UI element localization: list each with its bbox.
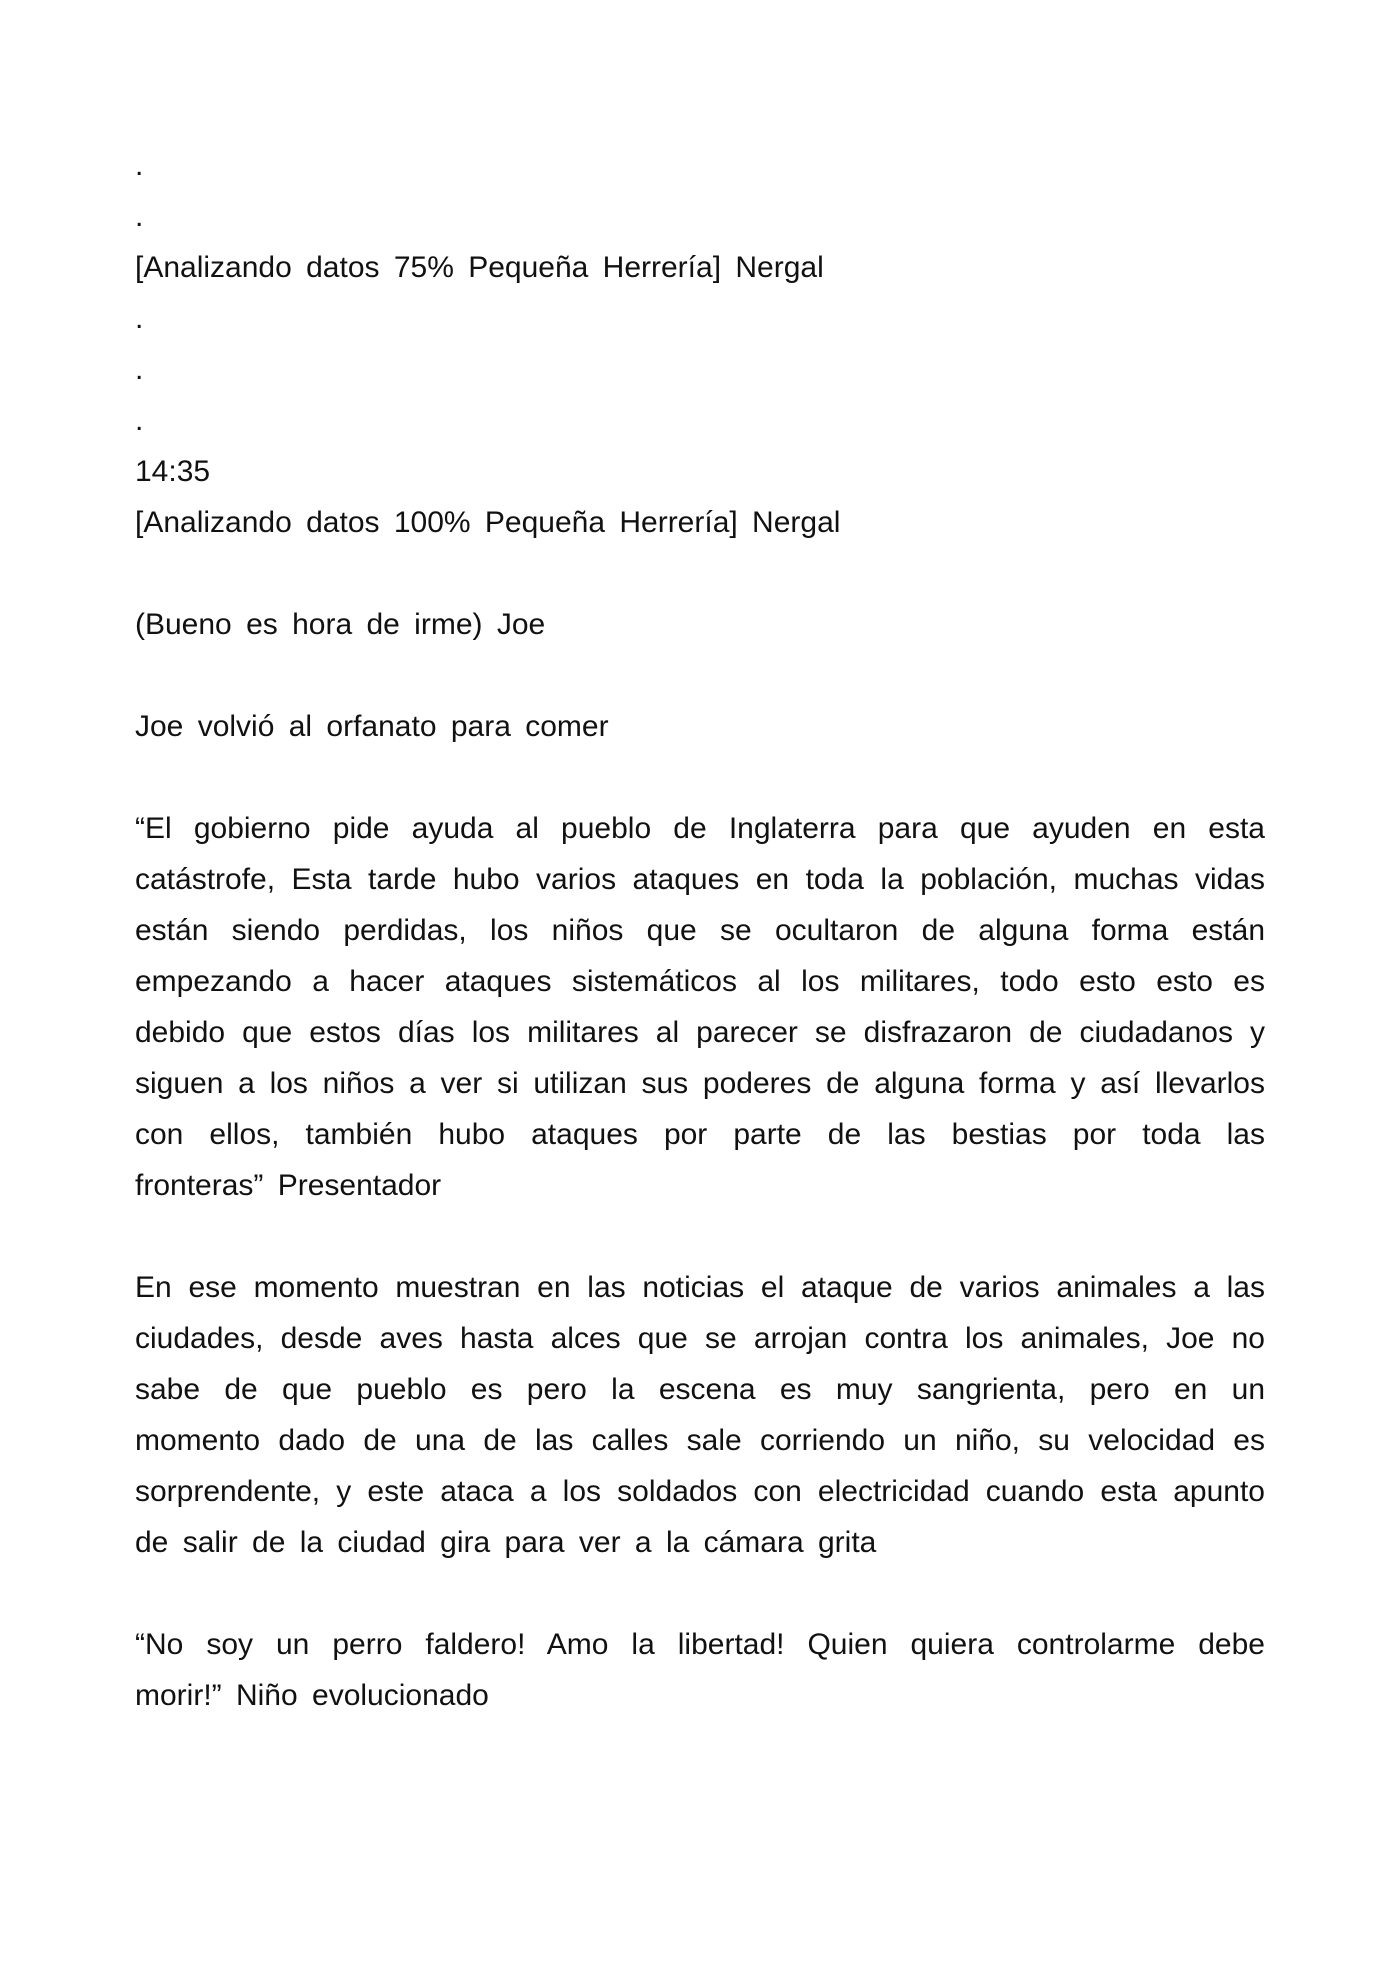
paragraph-gap — [135, 650, 1265, 701]
dot-separator: . — [135, 404, 144, 437]
document-body — [135, 140, 1265, 1721]
dot-separator: . — [135, 200, 144, 233]
paragraph-gap — [135, 1211, 1265, 1262]
child-quote: “No soy un perro faldero! Amo la libertad! Quien quiera controlarme debe morir!” Niño evolucionado — [135, 1628, 1265, 1712]
timestamp: 14:35 — [135, 455, 211, 488]
presenter-quote: “El gobierno pide ayuda al pueblo de Inglaterra para que ayuden en esta catástrofe, Esta tarde hubo varios ataques en toda la población, muchas vidas están siendo perdidas, los niños que se ocultaron de alguna forma están empezando a hacer ataques sistemáticos al los militares, todo esto esto es debido que estos días los militares al parecer se disfrazaron de ciudadanos y siguen a los niños a ver si utilizan sus poderes de alguna forma y así llevarlos con ellos, también hubo ataques por parte de las bestias por toda las fronteras” Presentador — [135, 812, 1265, 1202]
status-line-100: [Analizando datos 100% Pequeña Herrería] Nergal — [135, 506, 841, 539]
paragraph-gap — [135, 1568, 1265, 1619]
joe-return-line: Joe volvió al orfanato para comer — [135, 710, 609, 743]
joe-thought: (Bueno es hora de irme) Joe — [135, 608, 546, 641]
dot-separator: . — [135, 302, 144, 335]
news-paragraph: En ese momento muestran en las noticias el ataque de varios animales a las ciudades, desde aves hasta alces que se arrojan contra los animales, Joe no sabe de que pueblo es pero la escena es muy sangrienta, pero en un momento dado de una de las calles sale corriendo un niño, su velocidad es sorprendente, y este ataca a los soldados con electricidad cuando esta apunto de salir de la ciudad gira para ver a la cámara grita — [135, 1271, 1265, 1559]
dot-separator: . — [135, 353, 144, 386]
dot-separator: . — [135, 149, 144, 182]
paragraph-gap — [135, 752, 1265, 803]
status-line-75: [Analizando datos 75% Pequeña Herrería] Nergal — [135, 251, 824, 284]
paragraph-gap — [135, 548, 1265, 599]
